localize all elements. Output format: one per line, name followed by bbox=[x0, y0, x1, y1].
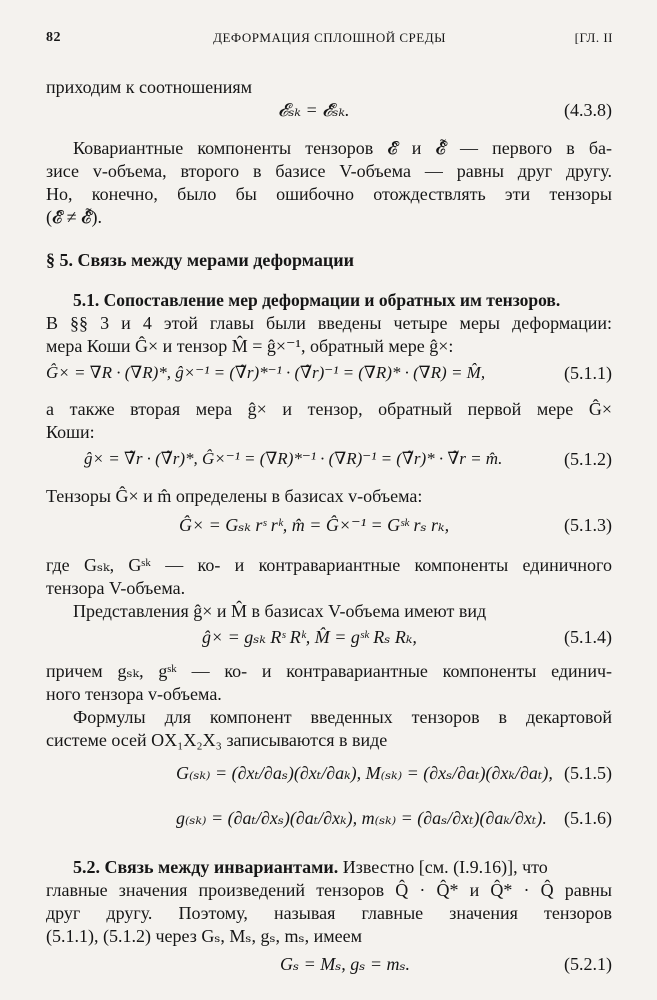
text-line: (𝓔̂ ≠ 𝓔̂̃). bbox=[46, 207, 102, 227]
equation-formula: ĝ× = gₛₖ Rˢ Rᵏ, M̂ = gˢᵏ Rₛ Rₖ, bbox=[202, 627, 417, 647]
text-line: Ковариантные компоненты тензоров 𝓔̂ и 𝓔̂̃ — первого в ба- bbox=[73, 138, 612, 158]
text-line: Коши: bbox=[46, 422, 95, 442]
text-line bbox=[73, 856, 612, 878]
equation-number: (5.1.5) bbox=[564, 763, 612, 783]
text-line: тензора V-объема. bbox=[46, 578, 186, 598]
equation-5-1-2 bbox=[46, 449, 612, 481]
text-span: Известно [см. (I.9.16)], что bbox=[338, 857, 548, 877]
equation-formula: Ĝ× = ∇R · (∇R)*, ĝ×⁻¹ = (∇̃r)*⁻¹ · (∇̃r)⁻¹ = (∇R)* · (∇R) = M̂, bbox=[46, 363, 486, 382]
equation-number: (5.2.1) bbox=[564, 954, 612, 974]
equation-formula: 𝓔ₛₖ = 𝓔̃ₛₖ. bbox=[278, 100, 350, 120]
equation-formula: g₍ₛₖ₎ = (∂aₜ/∂xₛ)(∂aₜ/∂xₖ), m₍ₛₖ₎ = (∂aₛ/∂xₜ)(∂aₖ/∂xₜ). bbox=[176, 808, 547, 828]
equation-number: (5.1.3) bbox=[564, 515, 612, 535]
text-line: друг другу. Поэтому, называя главные значения тензоров bbox=[46, 903, 612, 923]
equation-4-3-8 bbox=[46, 100, 612, 132]
text-line: (5.1.1), (5.1.2) через Gₛ, Mₛ, gₛ, mₛ, имеем bbox=[46, 926, 362, 946]
text-line: мера Коши Ĝ× и тензор M̂ = ĝ×⁻¹, обратный мере ĝ×: bbox=[46, 336, 454, 356]
subsection-heading: 5.2. Связь между инвариантами. bbox=[73, 857, 339, 877]
text-line: Формулы для компонент введенных тензоров в декартовой bbox=[73, 707, 612, 727]
equation-number: (5.1.6) bbox=[564, 808, 612, 828]
equation-formula: Gₛ = Mₛ, gₛ = mₛ. bbox=[280, 954, 411, 974]
text-line: системе осей OX₁X₂X₃ записываются в виде bbox=[46, 730, 388, 750]
equation-5-2-1 bbox=[46, 954, 612, 986]
subsection-heading: 5.1. Сопоставление мер деформации и обратных им тензоров. bbox=[73, 290, 561, 310]
text-line: где Gₛₖ, Gˢᵏ — ко- и контравариантные компоненты единичного bbox=[46, 555, 612, 575]
equation-5-1-5 bbox=[46, 763, 612, 795]
text-line: главные значения произведений тензоров Q̂ · Q̂* и Q̂* · Q̂ равны bbox=[46, 880, 612, 900]
equation-formula: Ĝ× = Gₛₖ rˢ rᵏ, m̂ = Ĝ×⁻¹ = Gˢᵏ rₛ rₖ, bbox=[179, 515, 450, 535]
equation-number: (5.1.4) bbox=[564, 627, 612, 647]
text-line: Но, конечно, было бы ошибочно отождествлять эти тензоры bbox=[46, 184, 612, 204]
chapter-marker: [ГЛ. II bbox=[574, 30, 613, 45]
text-line: Тензоры Ĝ× и m̂ определены в базисах v-объема: bbox=[46, 486, 423, 506]
text-line: а также вторая мера ĝ× и тензор, обратный первой мере Ĝ× bbox=[46, 399, 612, 419]
text-line: зисе v-объема, второго в базисе V-объема — равны друг другу. bbox=[46, 161, 612, 181]
equation-5-1-1 bbox=[46, 363, 612, 395]
equation-5-1-6 bbox=[46, 808, 612, 840]
text-line: приходим к соотношениям bbox=[46, 77, 253, 97]
running-title: ДЕФОРМАЦИЯ СПЛОШНОЙ СРЕДЫ bbox=[213, 30, 446, 45]
equation-5-1-4 bbox=[46, 627, 612, 659]
text-line: В §§ 3 и 4 этой главы были введены четыре меры деформации: bbox=[46, 313, 612, 333]
page-number: 82 bbox=[46, 30, 61, 45]
text-line: ного тензора v-объема. bbox=[46, 684, 222, 704]
equation-formula: G₍ₛₖ₎ = (∂xₜ/∂aₛ)(∂xₜ/∂aₖ), M₍ₛₖ₎ = (∂xₛ/∂aₜ)(∂xₖ/∂aₜ), bbox=[176, 763, 553, 783]
equation-5-1-3 bbox=[46, 515, 612, 547]
running-header bbox=[46, 30, 613, 54]
equation-formula: ĝ× = ∇̃r · (∇̃r)*, Ĝ×⁻¹ = (∇R)*⁻¹ · (∇R)⁻¹ = (∇̃r)* · ∇̃r = m̂. bbox=[84, 449, 503, 468]
equation-number: (5.1.2) bbox=[564, 449, 612, 469]
section-heading: § 5. Связь между мерами деформации bbox=[46, 250, 355, 270]
equation-number: (4.3.8) bbox=[564, 100, 612, 120]
equation-number: (5.1.1) bbox=[564, 363, 612, 383]
text-line: Представления ĝ× и M̂ в базисах V-объема имеют вид bbox=[73, 601, 487, 621]
text-line: причем gₛₖ, gˢᵏ — ко- и контравариантные компоненты единич- bbox=[46, 661, 612, 681]
